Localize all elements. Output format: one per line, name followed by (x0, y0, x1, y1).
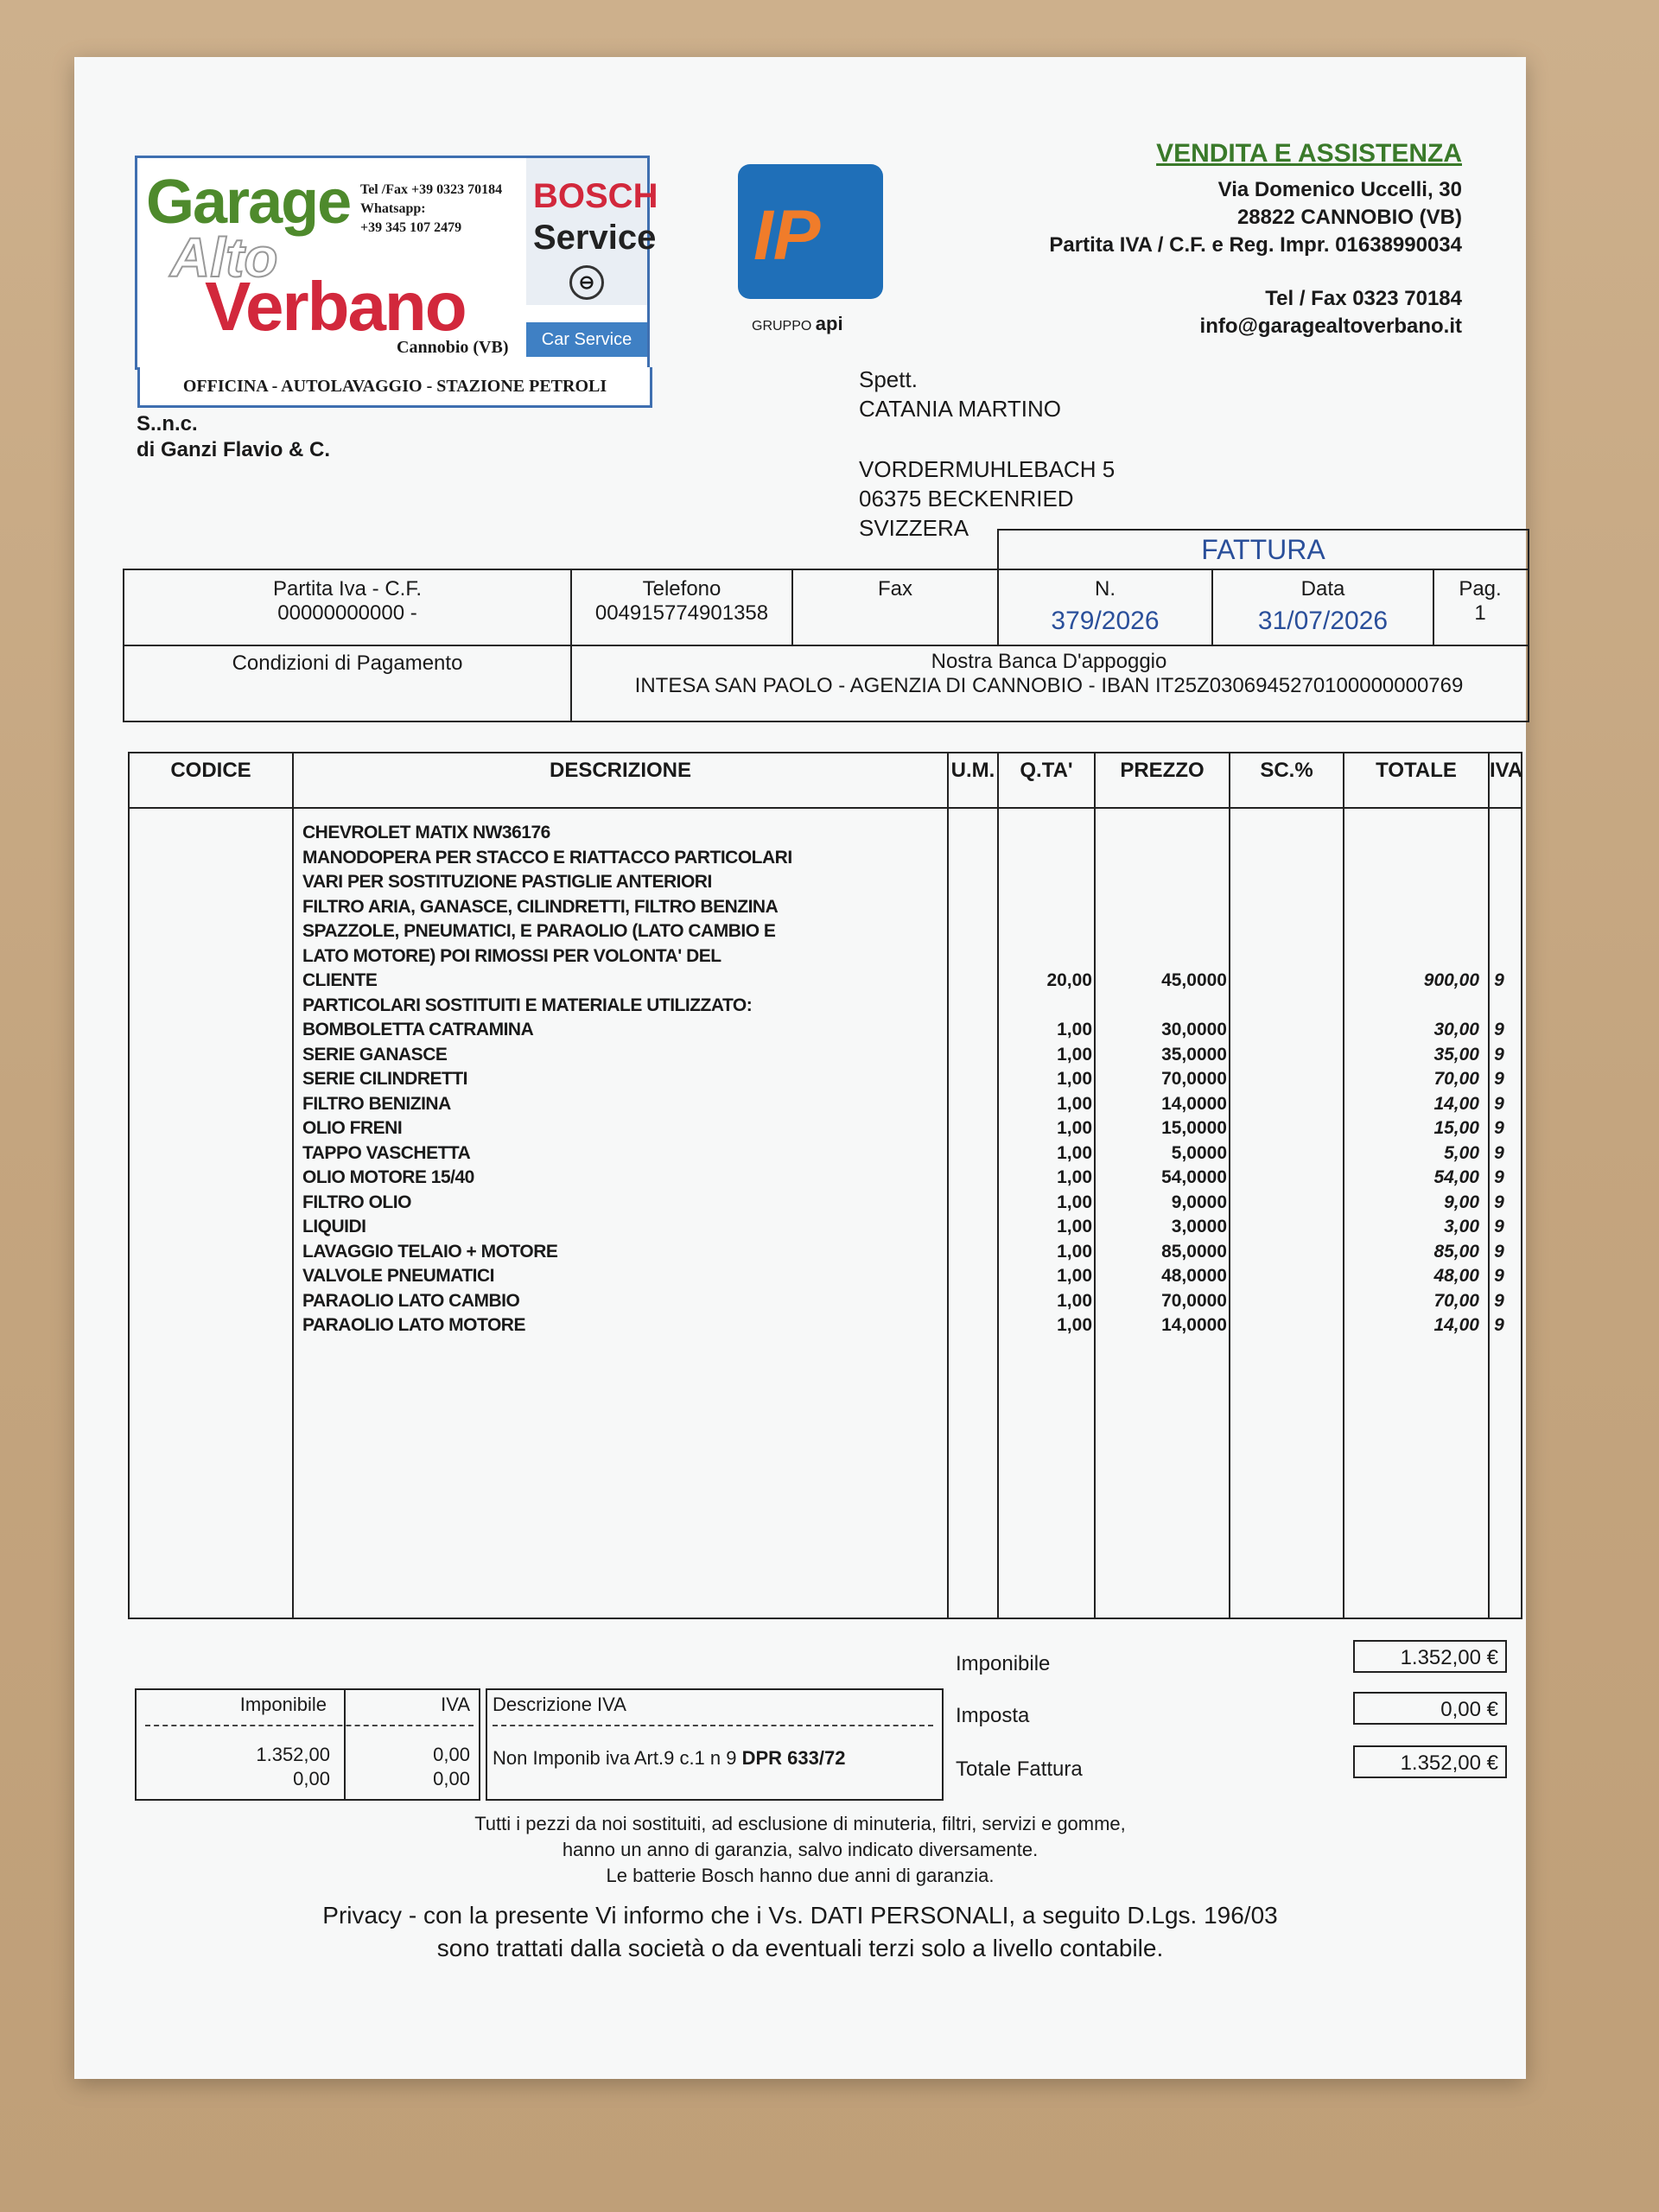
row-vat: 9 (1494, 1093, 1504, 1114)
row-price: 48,0000 (1161, 1266, 1227, 1286)
company-address-1: Via Domenico Uccelli, 30 (1217, 178, 1462, 201)
row-qty: 1,00 (1057, 1266, 1092, 1286)
phone-cell (572, 570, 793, 645)
invoice-paper (74, 57, 1526, 2079)
bosch-logo (526, 158, 658, 367)
company-info (1049, 140, 1462, 340)
bosch-word: BOSCH (533, 177, 658, 215)
bank-cell (572, 643, 1526, 721)
client-city: 06375 BECKENRIED (859, 486, 1074, 512)
invoice-number-label: N. (1095, 577, 1116, 601)
invoice-header-row (123, 569, 1529, 646)
row-desc: SERIE CILINDRETTI (302, 1069, 468, 1089)
company-address-2: 28822 CANNOBIO (VB) (1236, 206, 1462, 229)
row-qty: 1,00 (1057, 1290, 1092, 1311)
row-desc: PARAOLIO LATO MOTORE (302, 1315, 525, 1335)
table-row (130, 1266, 1521, 1290)
row-desc: FILTRO OLIO (302, 1192, 411, 1212)
vat-exemption-text: Non Imponib iva Art.9 c.1 n 9 (493, 1747, 737, 1769)
table-row (130, 1167, 1521, 1192)
fax-label: Fax (877, 577, 912, 601)
bosch-service-word: Service (533, 219, 657, 257)
col-header-unit: U.M. (950, 759, 995, 782)
table-row (130, 1020, 1521, 1044)
invoice-date: 31/07/2026 (1257, 607, 1389, 635)
row-price: 70,0000 (1161, 1290, 1227, 1311)
row-desc: OLIO FRENI (302, 1118, 403, 1138)
row-qty: 20,00 (1046, 970, 1092, 990)
company-form-line: S..n.c. (137, 412, 198, 435)
row-desc: PARAOLIO LATO CAMBIO (302, 1290, 520, 1311)
row-price: 5,0000 (1171, 1142, 1227, 1163)
tax-label: Imposta (956, 1704, 1030, 1727)
page-cell (1434, 570, 1526, 645)
table-row (130, 872, 1521, 896)
table-row (130, 1242, 1521, 1266)
row-vat: 9 (1494, 1241, 1504, 1262)
logo-city: Cannobio (VB) (397, 338, 509, 357)
row-total: 35,00 (1433, 1044, 1479, 1065)
invoice-total-value: 1.352,00 € (1353, 1745, 1507, 1778)
table-row (130, 1094, 1521, 1118)
vat-exemption-ref: DPR 633/72 (741, 1747, 846, 1769)
ip-api-word: api (815, 313, 843, 334)
row-total: 9,00 (1444, 1192, 1479, 1212)
row-desc: CLIENTE (302, 970, 378, 990)
warranty-note (74, 1811, 1526, 1889)
col-header-code: CODICE (170, 759, 251, 782)
bank-label: Nostra Banca D'appoggio (931, 650, 1167, 673)
ip-logo (738, 164, 883, 299)
logo-verbano-word: Verbano (205, 268, 466, 345)
row-desc: LIQUIDI (302, 1217, 366, 1236)
row-desc: SPAZZOLE, PNEUMATICI, E PARAOLIO (LATO CAMBIO E (302, 921, 776, 941)
row-desc: FILTRO ARIA, GANASCE, CILINDRETTI, FILTRO BENZINA (302, 896, 779, 917)
table-row (130, 1069, 1521, 1093)
warranty-line: Le batterie Bosch hanno due anni di garanzia. (606, 1865, 995, 1886)
row-vat: 9 (1494, 1142, 1504, 1163)
row-vat: 9 (1494, 1315, 1504, 1335)
row-qty: 1,00 (1057, 1044, 1092, 1065)
payment-cell (124, 643, 572, 721)
table-row (130, 1118, 1521, 1142)
row-desc: VALVOLE PNEUMATICI (302, 1266, 494, 1286)
col-header-qty: Q.TA' (1020, 759, 1073, 782)
company-vat: Partita IVA / C.F. e Reg. Impr. 01638990034 (1049, 233, 1462, 257)
client-country: SVIZZERA (859, 515, 969, 541)
vat-cell (124, 570, 572, 645)
bosch-car-service: Car Service (526, 322, 647, 357)
row-desc: BOMBOLETTA CATRAMINA (302, 1020, 534, 1039)
client-greeting: Spett. (859, 366, 918, 392)
vat-description-box (486, 1688, 944, 1801)
vat-label: Partita Iva - C.F. (272, 577, 423, 601)
row-price: 15,0000 (1161, 1118, 1227, 1138)
logo-contact-line: +39 345 107 2479 (360, 220, 462, 235)
logo-services-strip: OFFICINA - AUTOLAVAGGIO - STAZIONE PETROLI (137, 367, 652, 408)
invoice-number: 379/2026 (1051, 607, 1160, 635)
row-qty: 1,00 (1057, 1020, 1092, 1039)
privacy-line: sono trattati dalla società o da eventuali terzi solo a livello contabile. (436, 1935, 1164, 1961)
row-total: 3,00 (1444, 1217, 1479, 1236)
row-desc: LATO MOTORE) POI RIMOSSI PER VOLONTA' DEL (302, 945, 721, 966)
row-total: 85,00 (1433, 1241, 1479, 1262)
row-total: 15,00 (1433, 1118, 1479, 1138)
row-qty: 1,00 (1057, 1093, 1092, 1114)
garage-logo (135, 156, 658, 396)
vat-summary-divider (145, 1725, 474, 1726)
company-form (137, 411, 330, 463)
vat-description-header: Descrizione IVA (493, 1694, 626, 1715)
vat-summary-taxable-header: Imponibile (239, 1694, 327, 1715)
row-qty: 1,00 (1057, 1217, 1092, 1236)
bank-iban: INTESA SAN PAOLO - AGENZIA DI CANNOBIO - IBAN IT25Z0306945270100000000769 (634, 674, 1464, 697)
vat-summary-vat-1: 0,00 (433, 1744, 470, 1765)
page-label: Pag. (1459, 577, 1502, 601)
logo-contact-line: Whatsapp: (360, 201, 426, 216)
logo-contact-line: Tel /Fax +39 0323 70184 (360, 182, 503, 197)
col-header-price: PREZZO (1120, 759, 1205, 782)
ip-group-word: GRUPPO (752, 319, 812, 334)
row-price: 14,0000 (1161, 1315, 1227, 1335)
payment-label: Condizioni di Pagamento (232, 652, 463, 675)
row-desc: VARI PER SOSTITUZIONE PASTIGLIE ANTERIORI (302, 872, 712, 892)
logo-contact (360, 181, 502, 238)
page-number: 1 (1474, 601, 1486, 625)
row-vat: 9 (1494, 970, 1504, 990)
table-row (130, 823, 1521, 847)
table-row (130, 921, 1521, 945)
row-price: 3,0000 (1171, 1217, 1227, 1236)
row-total: 48,00 (1433, 1266, 1479, 1286)
row-total: 900,00 (1423, 970, 1479, 990)
table-row (130, 848, 1521, 872)
row-total: 14,00 (1433, 1315, 1479, 1335)
row-vat: 9 (1494, 1118, 1504, 1138)
row-total: 54,00 (1433, 1167, 1479, 1187)
row-vat: 9 (1494, 1167, 1504, 1187)
row-total: 5,00 (1444, 1142, 1479, 1163)
row-price: 45,0000 (1161, 970, 1227, 990)
invoice-date-cell (1213, 570, 1434, 645)
vat-summary-vat-2: 0,00 (433, 1768, 470, 1789)
row-qty: 1,00 (1057, 1142, 1092, 1163)
row-total: 30,00 (1433, 1020, 1479, 1039)
table-row (130, 1192, 1521, 1217)
table-row (130, 1143, 1521, 1167)
logo-alto-word: Alto (170, 226, 278, 289)
col-header-discount: SC.% (1260, 759, 1313, 782)
row-qty: 1,00 (1057, 1315, 1092, 1335)
client-street: VORDERMUHLEBACH 5 (859, 456, 1116, 482)
table-row (130, 995, 1521, 1020)
ip-group-label (752, 313, 843, 335)
row-price: 9,0000 (1171, 1192, 1227, 1212)
row-qty: 1,00 (1057, 1069, 1092, 1089)
row-price: 35,0000 (1161, 1044, 1227, 1065)
row-total: 70,00 (1433, 1290, 1479, 1311)
row-qty: 1,00 (1057, 1118, 1092, 1138)
table-row (130, 897, 1521, 921)
vat-summary-taxable-1: 1.352,00 (256, 1744, 330, 1765)
items-table (128, 752, 1522, 1619)
vat-description-divider (493, 1725, 933, 1726)
row-price: 30,0000 (1161, 1020, 1227, 1039)
row-desc: LAVAGGIO TELAIO + MOTORE (302, 1241, 558, 1262)
row-qty: 1,00 (1057, 1241, 1092, 1262)
phone-label: Telefono (642, 577, 721, 601)
row-desc: SERIE GANASCE (302, 1044, 448, 1065)
payment-bank-row (123, 643, 1529, 722)
vat-summary-vat-header: IVA (441, 1694, 470, 1715)
table-row (130, 946, 1521, 970)
row-qty: 1,00 (1057, 1192, 1092, 1212)
row-vat: 9 (1494, 1217, 1504, 1236)
client-name: CATANIA MARTINO (859, 396, 1062, 422)
bosch-armature-icon: ⊖ (569, 265, 604, 300)
row-price: 54,0000 (1161, 1167, 1227, 1187)
table-row (130, 970, 1521, 995)
row-vat: 9 (1494, 1069, 1504, 1089)
col-header-description: DESCRIZIONE (549, 759, 691, 782)
table-row (130, 1291, 1521, 1315)
row-vat: 9 (1494, 1266, 1504, 1286)
vat-summary-table (135, 1688, 480, 1801)
row-desc: MANODOPERA PER STACCO E RIATTACCO PARTICOLARI (302, 847, 792, 868)
client-address (859, 365, 1115, 543)
col-header-total: TOTALE (1376, 759, 1457, 782)
row-total: 70,00 (1433, 1069, 1479, 1089)
table-row (130, 1217, 1521, 1241)
row-vat: 9 (1494, 1044, 1504, 1065)
row-vat: 9 (1494, 1290, 1504, 1311)
phone-value: 004915774901358 (594, 601, 769, 625)
table-row (130, 1315, 1521, 1339)
row-vat: 9 (1494, 1020, 1504, 1039)
taxable-value: 1.352,00 € (1353, 1640, 1507, 1673)
company-form-line: di Ganzi Flavio & C. (137, 438, 331, 461)
row-desc: FILTRO BENIZINA (302, 1093, 451, 1114)
logo-garage-word: Garage (146, 168, 351, 237)
vat-value: 00000000000 - (277, 601, 417, 625)
warranty-line: hanno un anno di garanzia, salvo indicato diversamente. (562, 1839, 1039, 1860)
row-vat: 9 (1494, 1192, 1504, 1212)
invoice-date-label: Data (1300, 577, 1345, 601)
invoice-title: FATTURA (997, 529, 1529, 570)
row-desc: OLIO MOTORE 15/40 (302, 1167, 474, 1187)
items-table-header (130, 753, 1521, 809)
tax-value: 0,00 € (1353, 1692, 1507, 1725)
row-desc: PARTICOLARI SOSTITUITI E MATERIALE UTILIZZATO: (302, 995, 753, 1015)
row-desc: CHEVROLET MATIX NW36176 (302, 823, 550, 842)
row-total: 14,00 (1433, 1093, 1479, 1114)
vat-summary-taxable-2: 0,00 (293, 1768, 330, 1789)
table-row (130, 1045, 1521, 1069)
invoice-number-cell (999, 570, 1213, 645)
col-header-vat: IVA (1490, 759, 1523, 782)
fax-cell (793, 570, 999, 645)
privacy-line: Privacy - con la presente Vi informo che i Vs. DATI PERSONALI, a seguito D.Lgs. 196/03 (322, 1902, 1278, 1929)
row-desc: TAPPO VASCHETTA (302, 1142, 471, 1163)
company-heading: VENDITA E ASSISTENZA (1156, 139, 1462, 168)
row-qty: 1,00 (1057, 1167, 1092, 1187)
row-price: 14,0000 (1161, 1093, 1227, 1114)
company-email: info@garagealtoverbano.it (1199, 315, 1462, 338)
vat-description-value (493, 1747, 845, 1770)
privacy-note (74, 1899, 1526, 1965)
ip-logo-text: IP (753, 196, 821, 275)
row-price: 70,0000 (1161, 1069, 1227, 1089)
row-price: 85,0000 (1161, 1241, 1227, 1262)
taxable-label: Imponibile (956, 1652, 1051, 1675)
invoice-total-label: Totale Fattura (956, 1758, 1083, 1781)
company-phone: Tel / Fax 0323 70184 (1265, 287, 1462, 310)
warranty-line: Tutti i pezzi da noi sostituiti, ad esclusione di minuteria, filtri, servizi e gomme, (474, 1813, 1126, 1834)
